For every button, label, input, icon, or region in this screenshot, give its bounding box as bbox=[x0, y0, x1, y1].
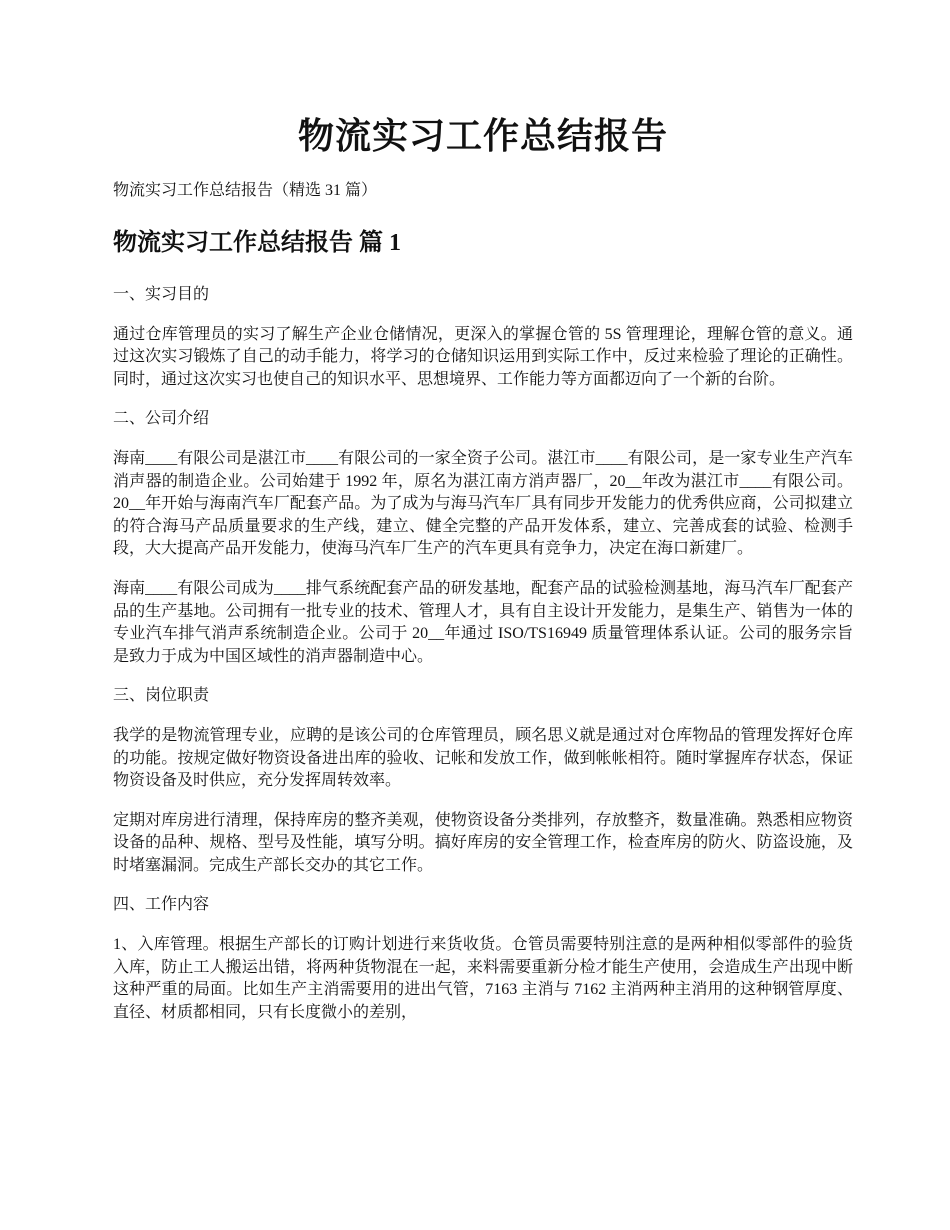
heading-internship-purpose: 一、实习目的 bbox=[113, 286, 210, 303]
heading-job-duties: 三、岗位职责 bbox=[113, 687, 210, 705]
heading-work-content: 四、工作内容 bbox=[113, 896, 210, 914]
paragraph-work-content-1: 1、入库管理。根据生产部长的订购计划进行来货收货。仓管员需要特别注意的是两种相似零部件的验货入库，防止工人搬运出错，将两种货物混在一起，来料需要重新分检才能生产使用，会造成生产出现中断这种严重的局面。比如生产主消需要用的进出气管，7163 主消与 7162 主消两种主消用的这种钢管厚度、直径、材质都相同，只有长度微小的差别， bbox=[113, 936, 853, 1021]
heading-company-intro: 二、公司介绍 bbox=[113, 410, 210, 428]
document-subtitle: 物流实习工作总结报告（精选 31 篇） bbox=[113, 182, 378, 199]
paragraph-company-intro-2: 海南____有限公司成为____排气系统配套产品的研发基地，配套产品的试验检测基地，海马汽车厂配套产品的生产基地。公司拥有一批专业的技术、管理人才，具有自主设计开发能力，是集生产、销售为一体的专业汽车排气消声系统制造企业。公司于 20__年通过 ISO/TS16949 质量管理体系认证。公司的服务宗旨是致力于成为中国区域性的消声器制造中心。 bbox=[113, 579, 853, 665]
paragraph-internship-purpose: 通过仓库管理员的实习了解生产企业仓储情况，更深入的掌握仓管的 5S 管理理论，理解仓管的意义。通过这次实习锻炼了自己的动手能力，将学习的仓储知识运用到实际工作中，反过来检验了理论的正确性。同时，通过这次实习也使自己的知识水平、思想境界、工作能力等方面都迈向了一个新的台阶。 bbox=[113, 325, 853, 388]
section-heading: 物流实习工作总结报告 篇 1 bbox=[113, 230, 401, 256]
document-body bbox=[113, 284, 853, 1041]
paragraph-job-duties-2: 定期对库房进行清理，保持库房的整齐美观，使物资设备分类排列，存放整齐，数量准确。熟悉相应物资设备的品种、规格、型号及性能，填写分明。搞好库房的安全管理工作，检查库房的防火、防盗设施，及时堵塞漏洞。完成生产部长交办的其它工作。 bbox=[113, 811, 853, 874]
document-title: 物流实习工作总结报告 bbox=[297, 116, 668, 156]
paragraph-job-duties-1: 我学的是物流管理专业，应聘的是该公司的仓库管理员，顾名思义就是通过对仓库物品的管理发挥好仓库的功能。按规定做好物资设备进出库的验收、记帐和发放工作，做到帐帐相符。随时掌握库存状态，保证物资设备及时供应，充分发挥周转效率。 bbox=[113, 726, 853, 790]
paragraph-company-intro-1: 海南____有限公司是湛江市____有限公司的一家全资子公司。湛江市____有限公司，是一家专业生产汽车消声器的制造企业。公司始建于 1992 年，原名为湛江南方消声器厂，20__年改为湛江市____有限公司。20__年开始与海南汽车厂配套产品。为了成为与海马汽车厂具有同步开发能力的优秀供应商，公司拟建立的符合海马产品质量要求的生产线，建立、健全完整的产品开发体系，建立、完善成套的试验、检测手段，大大提高产品开发能力，使海马汽车厂生产的汽车更具有竞争力，决定在海口新建厂。 bbox=[113, 449, 853, 558]
